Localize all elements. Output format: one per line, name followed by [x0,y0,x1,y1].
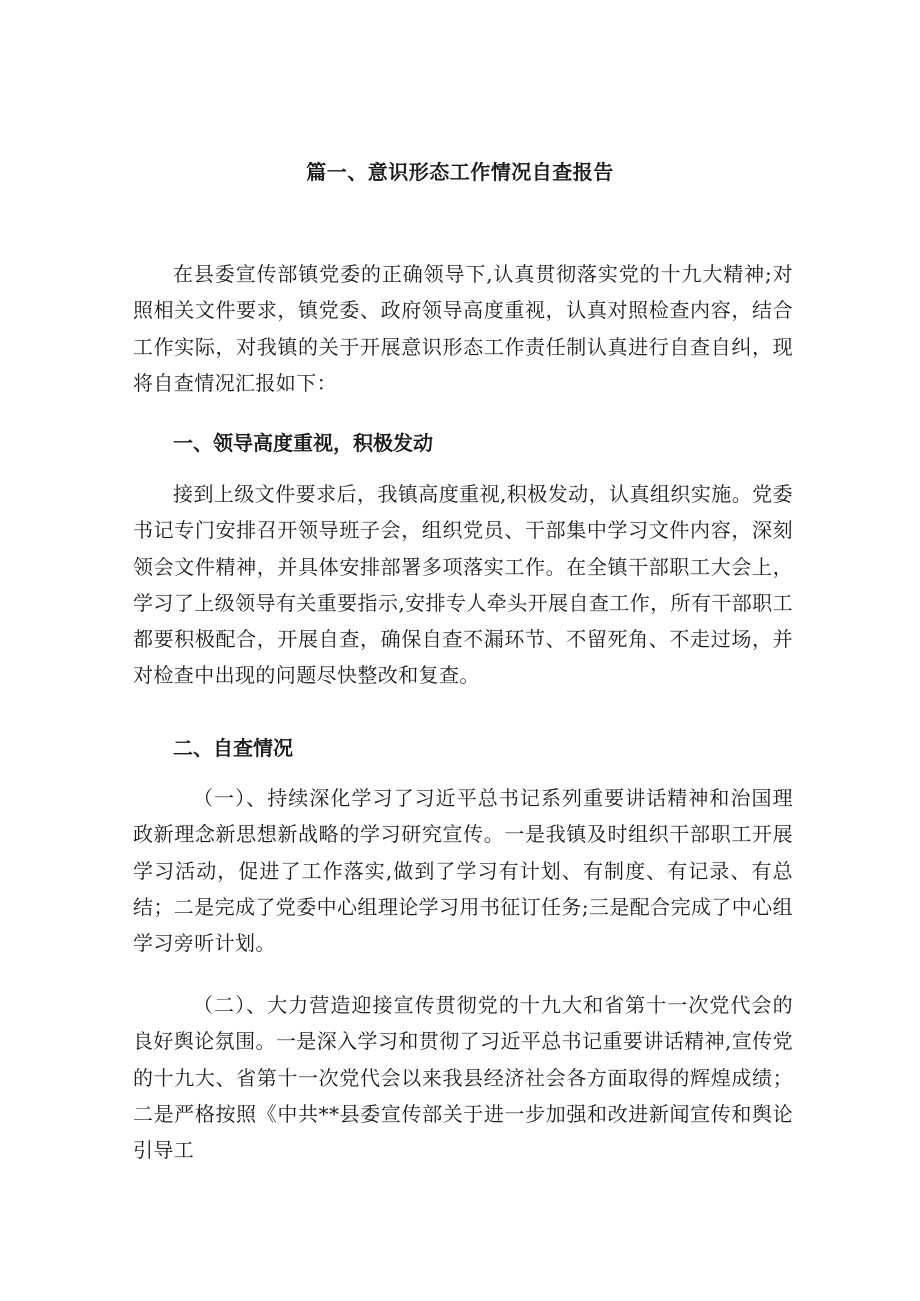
section-2-item-2: （二）、大力营造迎接宣传贯彻党的十九大和省第十一次党代会的良好舆论氛围。一是深入学习和贯彻了习近平总书记重要讲话精神,宣传党的十九大、省第十一次党代会以来我县经济社会各方面取得的辉煌成绩；二是严格按照《中共**县委宣传部关于进一步加强和改进新闻宣传和舆论引导工 [133,993,793,1163]
intro-paragraph: 在县委宣传部镇党委的正确领导下,认真贯彻落实党的十九大精神;对照相关文件要求，镇党委、政府领导高度重视，认真对照检查内容，结合工作实际，对我镇的关于开展意识形态工作责任制认真进行自查自纠，现将自查情况汇报如下： [133,262,793,395]
section-heading-2: 二、自查情况 [173,736,293,760]
section-1-paragraph: 接到上级文件要求后，我镇高度重视,积极发动，认真组织实施。党委书记专门安排召开领导班子会，组织党员、干部集中学习文件内容，深刻领会文件精神，并具体安排部署多项落实工作。在全镇干部职工大会上，学习了上级领导有关重要指示,安排专人牵头开展自查工作，所有干部职工都要积极配合，开展自查，确保自查不漏环节、不留死角、不走过场，并对检查中出现的问题尽快整改和复查。 [133,482,793,688]
section-heading-1: 一、领导高度重视，积极发动 [173,431,433,455]
section-2-item-1: （一）、持续深化学习了习近平总书记系列重要讲话精神和治国理政新理念新思想新战略的学习研究宣传。一是我镇及时组织干部职工开展学习活动，促进了工作落实,做到了学习有计划、有制度、有记录、有总结；二是完成了党委中心组理论学习用书征订任务;三是配合完成了中心组学习旁听计划。 [133,786,793,956]
document-title: 篇一、意识形态工作情况自查报告 [306,160,614,184]
